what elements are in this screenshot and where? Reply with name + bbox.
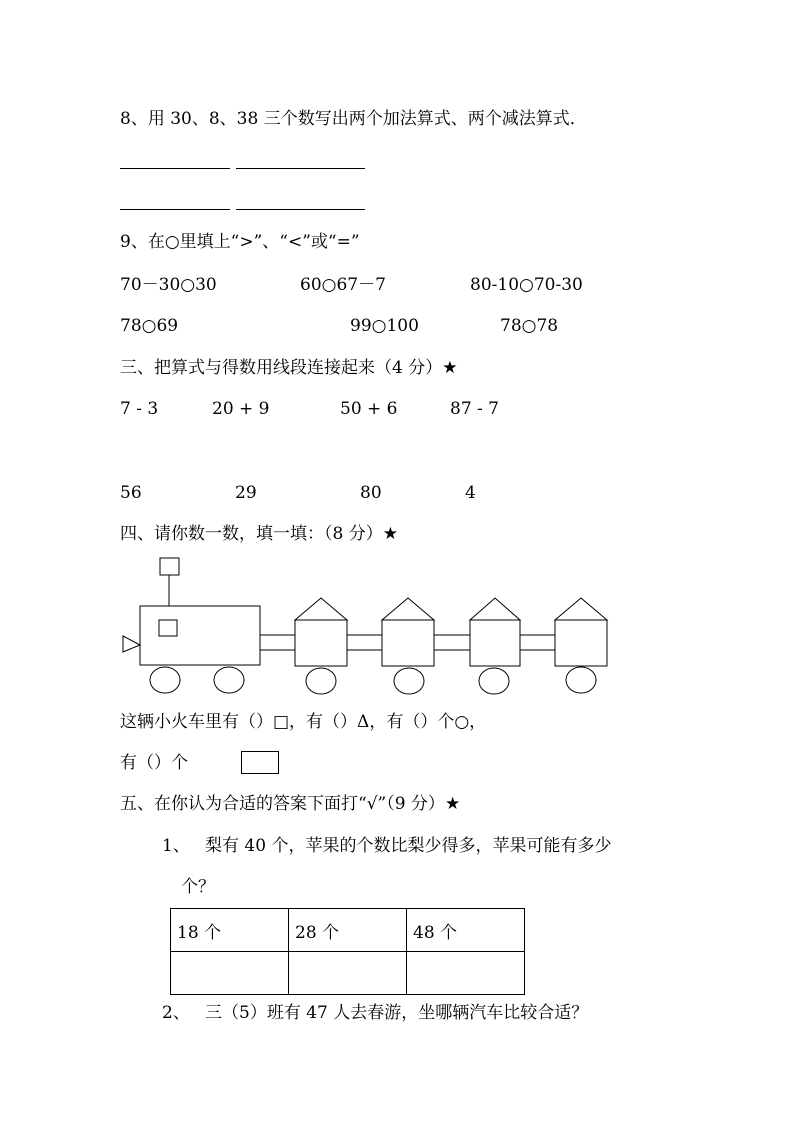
- star-icon: ★: [382, 524, 398, 544]
- section3-title-text: 三、把算式与得数用线段连接起来（4 分）: [120, 358, 443, 378]
- coupler: [434, 635, 470, 650]
- carriage-roof: [382, 598, 434, 620]
- engine-window: [159, 620, 177, 636]
- q8-title: 8、用 30、8、38 三个数写出两个加法算式、两个减法算式．: [120, 109, 587, 129]
- compare-item: 60○67－7: [300, 275, 386, 295]
- star-icon: ★: [442, 358, 458, 378]
- rectangle-shape-icon: [241, 751, 279, 774]
- expression-item: 7 - 3: [120, 399, 159, 419]
- wheel: [394, 668, 424, 694]
- compare-item: 80-10○70-30: [470, 275, 583, 295]
- front-triangle: [123, 636, 140, 652]
- option-cell: 48 个: [407, 909, 525, 952]
- question-text: 梨有 40 个，苹果的个数比梨少得多，苹果可能有多少: [205, 836, 612, 856]
- compare-item: 78○69: [120, 316, 179, 336]
- carriage: [382, 620, 434, 666]
- coupler: [347, 635, 382, 650]
- tick-cell[interactable]: [407, 952, 525, 995]
- answer-blank[interactable]: [120, 168, 230, 169]
- wheel: [306, 668, 336, 694]
- answer-blank[interactable]: [236, 168, 365, 169]
- question-number: 1、: [162, 836, 190, 856]
- question-text: 三（5）班有 47 人去春游，坐哪辆汽车比较合适？: [205, 1003, 589, 1023]
- wheel: [566, 667, 596, 693]
- star-icon: ★: [444, 794, 461, 814]
- section3-title: [120, 358, 457, 378]
- engine-body: [140, 606, 260, 665]
- question-text-cont: 个？: [181, 877, 215, 897]
- count-line-2: 有（）个: [120, 753, 188, 773]
- wheel: [214, 667, 244, 693]
- answer-blank[interactable]: [120, 209, 230, 210]
- count-line-1: 这辆小火车里有（）□，有（）Δ，有（）个○，: [120, 712, 487, 732]
- chimney-square: [160, 558, 179, 575]
- wheel: [479, 668, 509, 694]
- expression-item: 20 + 9: [212, 399, 270, 419]
- question-number: 2、: [162, 1003, 190, 1023]
- carriage: [555, 620, 607, 666]
- option-cell: 18 个: [171, 909, 289, 952]
- carriage: [295, 620, 347, 666]
- coupler: [520, 635, 555, 650]
- compare-item: 70－30○30: [120, 275, 217, 295]
- answer-blank[interactable]: [236, 209, 365, 210]
- tick-cell[interactable]: [289, 952, 407, 995]
- answer-table: [170, 908, 525, 995]
- carriage-roof: [295, 598, 347, 620]
- expression-item: 50 + 6: [340, 399, 398, 419]
- q9-title: 9、在○里填上“>”、“<”或“=”: [120, 232, 360, 252]
- result-item: 29: [235, 483, 257, 503]
- result-item: 80: [360, 483, 382, 503]
- wheel: [150, 667, 180, 693]
- table-row: [171, 952, 525, 995]
- section5-title: [120, 794, 460, 814]
- carriage-roof: [470, 598, 520, 620]
- option-cell: 28 个: [289, 909, 407, 952]
- coupler: [260, 635, 295, 650]
- section4-title: [120, 524, 398, 544]
- result-item: 56: [120, 483, 142, 503]
- result-item: 4: [465, 483, 476, 503]
- compare-item: 78○78: [500, 316, 559, 336]
- train-figure: [118, 552, 618, 698]
- table-row: [171, 909, 525, 952]
- carriage-roof: [555, 598, 607, 620]
- compare-item: 99○100: [350, 316, 419, 336]
- section5-title-text: 五、在你认为合适的答案下面打“√”（9 分）: [120, 794, 445, 814]
- carriage: [470, 620, 520, 666]
- tick-cell[interactable]: [171, 952, 289, 995]
- expression-item: 87 - 7: [450, 399, 499, 419]
- section4-title-text: 四、请你数一数，填一填：（8 分）: [120, 524, 383, 544]
